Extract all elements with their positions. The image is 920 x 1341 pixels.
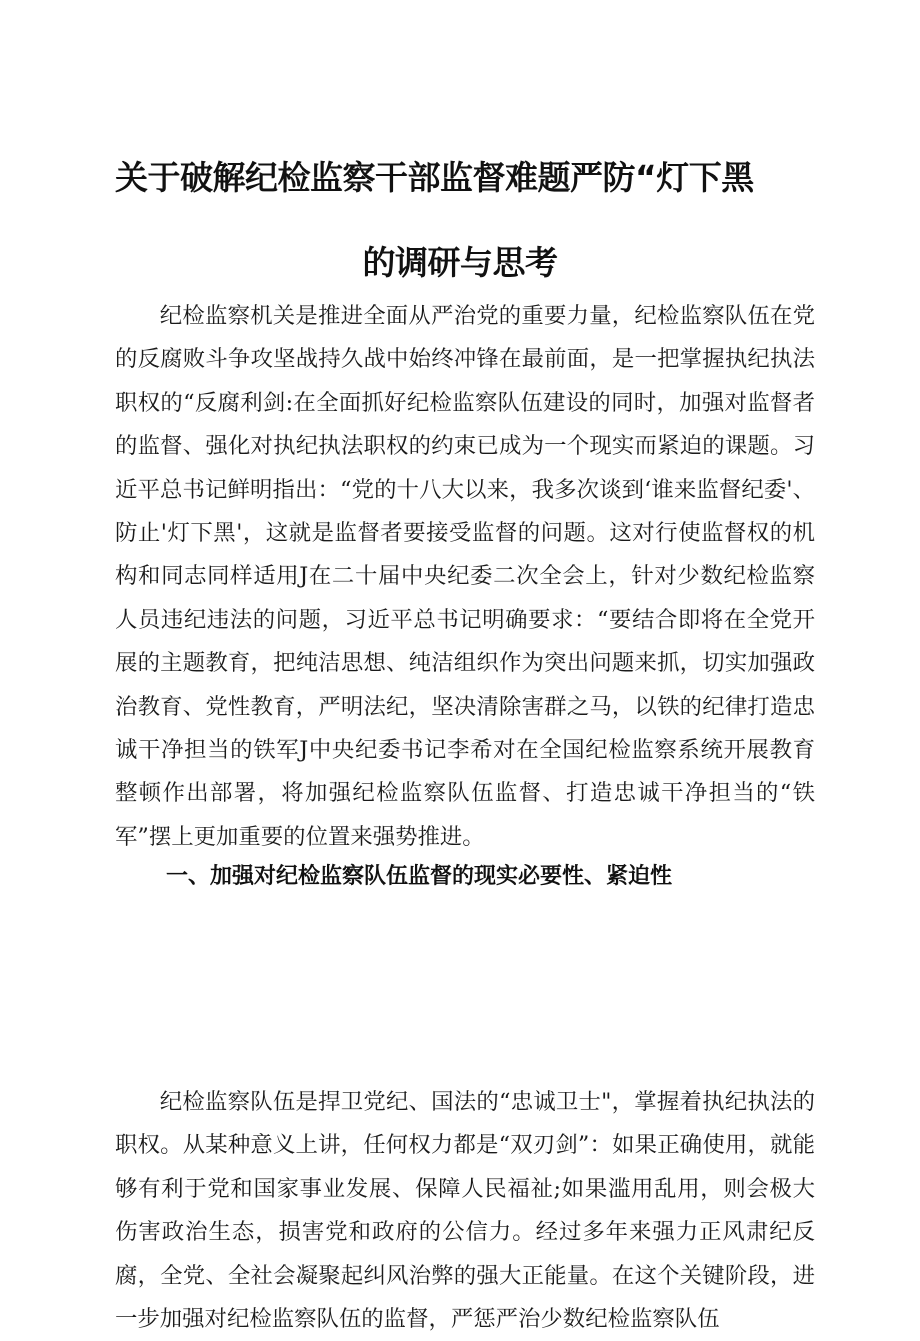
intro-paragraph: 纪检监察机关是推进全面从严治党的重要力量，纪检监察队伍在党的反腐败斗争攻坚战持久战中始终冲锋在最前面，是一把掌握执纪执法职权的“反腐利剑:在全面抓好纪检监察队伍建设的同时，加强对监督者的监督、强化对执纪执法职权的约束已成为一个现实而紧迫的课题。习近平总书记鲜明指出：“党的十八大以来，我多次谈到‘谁来监督纪委'、防止'灯下黑'，这就是监督者要接受监督的问题。这对行使监督权的机构和同志同样适用J在二十届中央纪委二次全会上，针对少数纪检监察人员违纪违法的问题，习近平总书记明确要求：“要结合即将在全党开展的主题教育，把纯洁思想、纯洁组织作为突出问题来抓，切实加强政治教育、党性教育，严明法纪，坚决清除害群之马，以铁的纪律打造忠诚干净担当的铁军J中央纪委书记李希对在全国纪检监察系统开展教育整顿作出部署，将加强纪检监察队伍监督、打造忠诚干净担当的“铁军”摆上更加重要的位置来强势推进。	[115, 303, 815, 850]
document-title-line2: 的调研与思考	[362, 243, 558, 282]
section-heading-1: 一、加强对纪检监察队伍监督的现实必要性、紧迫性	[166, 864, 673, 889]
document-title-line1: 关于破解纪检监察干部监督难题严防“灯下黑	[115, 158, 754, 197]
section-1-paragraph: 纪检监察队伍是捍卫党纪、国法的“忠诚卫士"，掌握着执纪执法的职权。从某种意义上讲，任何权力都是“双刃剑”：如果正确使用，就能够有利于党和国家事业发展、保障人民福祉;如果滥用乱用，则会极大伤害政治生态，损害党和政府的公信力。经过多年来强力正风肃纪反腐，全党、全社会凝聚起纠风治弊的强大正能量。在这个关键阶段，进一步加强对纪检监察队伍的监督，严惩严治少数纪检监察队伍	[115, 1089, 815, 1333]
